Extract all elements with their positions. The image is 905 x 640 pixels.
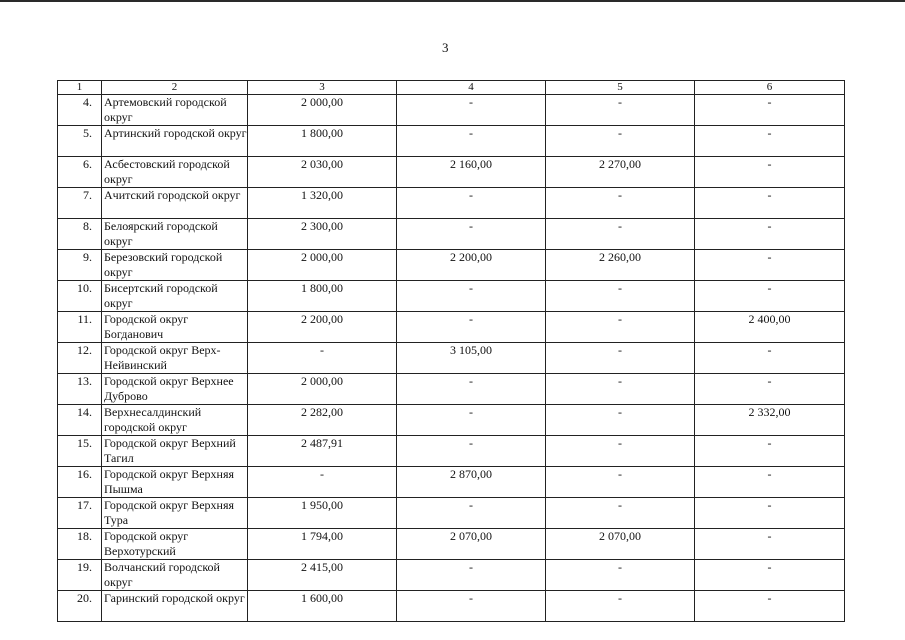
value-col-4: - (397, 591, 546, 622)
row-number: 17. (58, 498, 102, 529)
value-col-6: - (695, 126, 845, 157)
row-number: 9. (58, 250, 102, 281)
value-col-6: 2 332,00 (695, 405, 845, 436)
top-border-line (0, 0, 905, 2)
municipality-name: Артемовский городской округ (102, 95, 248, 126)
row-number: 16. (58, 467, 102, 498)
municipality-name: Городской округ Верхнее Дуброво (102, 374, 248, 405)
value-col-4: 2 870,00 (397, 467, 546, 498)
table-row (58, 157, 845, 188)
table-row (58, 126, 845, 157)
value-col-6: - (695, 95, 845, 126)
value-col-3: 2 030,00 (248, 157, 397, 188)
value-col-3: 2 415,00 (248, 560, 397, 591)
value-col-3: - (248, 343, 397, 374)
value-col-6: - (695, 560, 845, 591)
row-number: 12. (58, 343, 102, 374)
value-col-5: - (546, 281, 695, 312)
value-col-5: - (546, 467, 695, 498)
value-col-6: - (695, 281, 845, 312)
row-number: 8. (58, 219, 102, 250)
value-col-4: - (397, 188, 546, 219)
value-col-6: - (695, 529, 845, 560)
value-col-4: - (397, 405, 546, 436)
row-number: 13. (58, 374, 102, 405)
table-row (58, 436, 845, 467)
value-col-5: - (546, 591, 695, 622)
value-col-4: 3 105,00 (397, 343, 546, 374)
value-col-5: - (546, 498, 695, 529)
table-row (58, 188, 845, 219)
page-number: 3 (442, 40, 449, 55)
municipality-name: Городской округ Богданович (102, 312, 248, 343)
value-col-6: - (695, 157, 845, 188)
municipality-name: Ачитский городской округ (102, 188, 248, 219)
value-col-5: - (546, 374, 695, 405)
value-col-6: - (695, 343, 845, 374)
value-col-5: 2 070,00 (546, 529, 695, 560)
value-col-3: 1 800,00 (248, 281, 397, 312)
value-col-3: 2 000,00 (248, 95, 397, 126)
value-col-5: - (546, 126, 695, 157)
value-col-3: 2 487,91 (248, 436, 397, 467)
table-row (58, 95, 845, 126)
row-number: 19. (58, 560, 102, 591)
header-row (58, 81, 845, 95)
value-col-5: - (546, 219, 695, 250)
table-row (58, 312, 845, 343)
table-row (58, 529, 845, 560)
row-number: 15. (58, 436, 102, 467)
municipality-name: Березовский городской округ (102, 250, 248, 281)
value-col-5: - (546, 405, 695, 436)
municipality-name: Городской округ Верх-Нейвинский (102, 343, 248, 374)
row-number: 7. (58, 188, 102, 219)
value-col-4: 2 070,00 (397, 529, 546, 560)
value-col-6: - (695, 436, 845, 467)
row-number: 11. (58, 312, 102, 343)
data-table (57, 80, 845, 622)
table-row (58, 281, 845, 312)
value-col-6: - (695, 498, 845, 529)
value-col-3: 1 950,00 (248, 498, 397, 529)
value-col-3: 2 000,00 (248, 250, 397, 281)
value-col-6: - (695, 188, 845, 219)
municipality-name: Асбестовский городской округ (102, 157, 248, 188)
value-col-4: - (397, 374, 546, 405)
value-col-5: - (546, 436, 695, 467)
table-row (58, 343, 845, 374)
municipality-name: Волчанский городской округ (102, 560, 248, 591)
table-row (58, 498, 845, 529)
value-col-4: 2 200,00 (397, 250, 546, 281)
row-number: 14. (58, 405, 102, 436)
value-col-3: 1 794,00 (248, 529, 397, 560)
value-col-6: - (695, 250, 845, 281)
column-header: 5 (546, 81, 695, 95)
column-header: 4 (397, 81, 546, 95)
value-col-3: 1 320,00 (248, 188, 397, 219)
value-col-5: 2 270,00 (546, 157, 695, 188)
table-row (58, 374, 845, 405)
value-col-6: 2 400,00 (695, 312, 845, 343)
row-number: 6. (58, 157, 102, 188)
value-col-5: - (546, 560, 695, 591)
table-row (58, 405, 845, 436)
row-number: 18. (58, 529, 102, 560)
value-col-4: - (397, 436, 546, 467)
value-col-3: 2 282,00 (248, 405, 397, 436)
value-col-6: - (695, 467, 845, 498)
value-col-3: 1 600,00 (248, 591, 397, 622)
municipality-name: Городской округ Верхняя Тура (102, 498, 248, 529)
row-number: 4. (58, 95, 102, 126)
value-col-6: - (695, 219, 845, 250)
row-number: 10. (58, 281, 102, 312)
value-col-4: - (397, 560, 546, 591)
column-header: 1 (58, 81, 102, 95)
municipality-name: Городской округ Верхотурский (102, 529, 248, 560)
value-col-3: 2 000,00 (248, 374, 397, 405)
table-row (58, 591, 845, 622)
value-col-6: - (695, 374, 845, 405)
municipality-name: Городской округ Верхняя Пышма (102, 467, 248, 498)
value-col-5: - (546, 343, 695, 374)
table-row (58, 250, 845, 281)
value-col-5: 2 260,00 (546, 250, 695, 281)
value-col-4: - (397, 498, 546, 529)
column-header: 3 (248, 81, 397, 95)
municipality-name: Верхнесалдинский городской округ (102, 405, 248, 436)
table-row (58, 219, 845, 250)
municipality-name: Городской округ Верхний Тагил (102, 436, 248, 467)
municipality-name: Гаринский городской округ (102, 591, 248, 622)
column-header: 6 (695, 81, 845, 95)
table-row (58, 560, 845, 591)
municipality-name: Артинский городской округ (102, 126, 248, 157)
value-col-5: - (546, 312, 695, 343)
value-col-3: 2 200,00 (248, 312, 397, 343)
value-col-5: - (546, 95, 695, 126)
value-col-6: - (695, 591, 845, 622)
value-col-4: - (397, 312, 546, 343)
table-row (58, 467, 845, 498)
value-col-4: - (397, 281, 546, 312)
row-number: 5. (58, 126, 102, 157)
value-col-4: - (397, 95, 546, 126)
row-number: 20. (58, 591, 102, 622)
value-col-3: 1 800,00 (248, 126, 397, 157)
value-col-4: 2 160,00 (397, 157, 546, 188)
value-col-3: 2 300,00 (248, 219, 397, 250)
municipality-name: Белоярский городской округ (102, 219, 248, 250)
value-col-3: - (248, 467, 397, 498)
column-header: 2 (102, 81, 248, 95)
value-col-5: - (546, 188, 695, 219)
value-col-4: - (397, 126, 546, 157)
value-col-4: - (397, 219, 546, 250)
municipality-name: Бисертский городской округ (102, 281, 248, 312)
